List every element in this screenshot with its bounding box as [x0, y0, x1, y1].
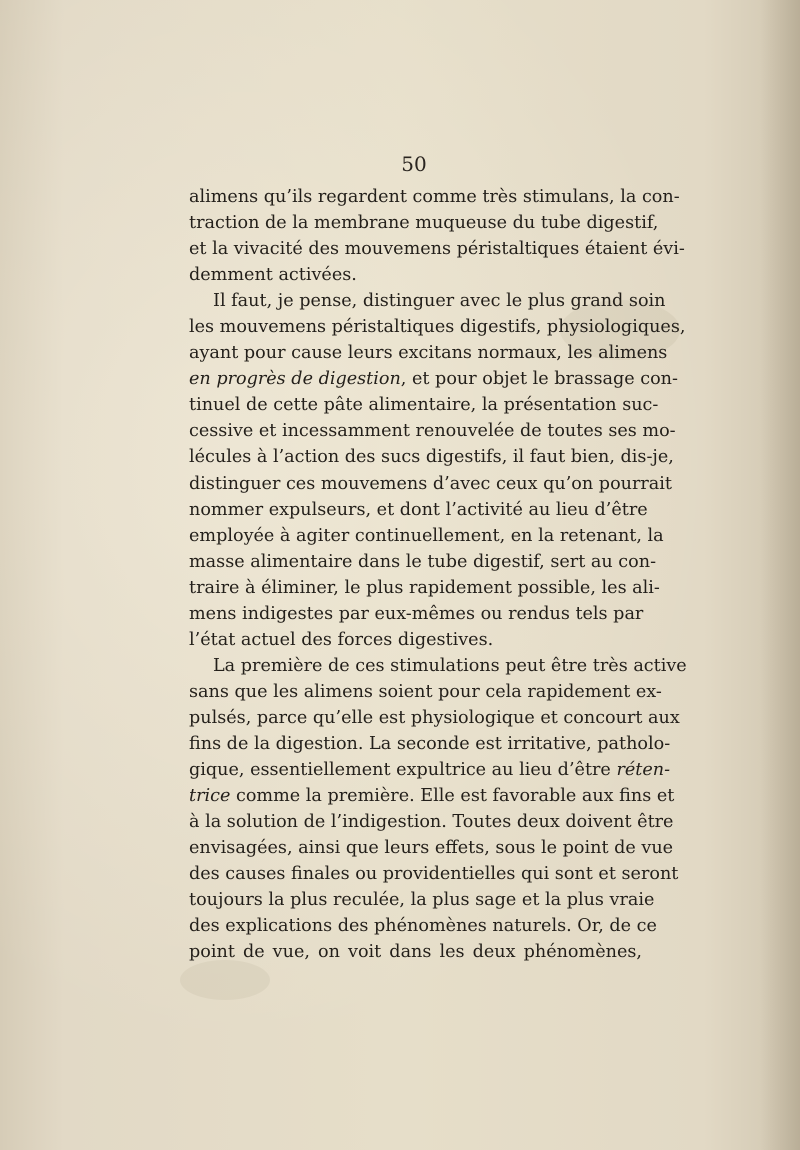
italic-text: en progrès de digestion — [189, 369, 401, 390]
paper-stain — [180, 960, 270, 1000]
text-line: traire à éliminer, le plus rapidement possible, les ali- — [189, 577, 660, 598]
text-line: cessive et incessamment renouvelée de toutes ses mo- — [189, 421, 676, 442]
text-line — [189, 366, 678, 392]
text-line: employée à agiter continuellement, en la retenant, la — [189, 525, 664, 546]
text-line: masse alimentaire dans le tube digestif, sert au con- — [189, 551, 657, 572]
page-number: 50 — [401, 152, 427, 176]
italic-text: réten- — [616, 760, 671, 781]
text-segment: gique, essentiellement expultrice au lieu d’être — [189, 760, 617, 781]
text-line: point de vue, on voit dans les deux phénomènes, — [189, 942, 642, 963]
text-line: nommer expulseurs, et dont l’activité au lieu d’être — [189, 499, 648, 520]
text-line: lécules à l’action des sucs digestifs, il faut bien, dis-je, — [189, 447, 674, 468]
text-line: l’état actuel des forces digestives. — [189, 629, 494, 650]
text-line: Il faut, je pense, distinguer avec le plus grand soin — [213, 291, 666, 312]
text-line: mens indigestes par eux-mêmes ou rendus tels par — [189, 603, 644, 624]
text-line: des explications des phénomènes naturels. Or, de ce — [189, 916, 657, 937]
text-line: La première de ces stimulations peut être très active — [213, 655, 687, 676]
text-line: envisagées, ainsi que leurs effets, sous le point de vue — [189, 838, 674, 859]
text-segment: , et pour objet le brassage con- — [400, 369, 678, 390]
text-line: à la solution de l’indigestion. Toutes deux doivent être — [189, 812, 674, 833]
text-line: et la vivacité des mouvemens péristaltiques étaient évi- — [189, 239, 685, 260]
body-text — [189, 184, 687, 965]
text-line: demment activées. — [189, 265, 357, 286]
text-line: ayant pour cause leurs excitans normaux, les alimens — [189, 343, 668, 364]
italic-text: trice — [189, 786, 231, 807]
text-line: toujours la plus reculée, la plus sage et la plus vraie — [189, 890, 655, 911]
text-line: traction de la membrane muqueuse du tube digestif, — [189, 213, 659, 234]
text-line: fins de la digestion. La seconde est irritative, patholo- — [189, 733, 671, 754]
text-line: sans que les alimens soient pour cela rapidement ex- — [189, 681, 662, 702]
text-segment: comme la première. Elle est favorable aux fins et — [230, 786, 675, 807]
text-line — [189, 757, 671, 783]
text-line: des causes finales ou providentielles qui sont et seront — [189, 864, 679, 885]
text-line: alimens qu’ils regardent comme très stimulans, la con- — [189, 187, 680, 207]
text-line: les mouvemens péristaltiques digestifs, physiologiques, — [189, 317, 686, 338]
text-line: pulsés, parce qu’elle est physiologique et concourt aux — [189, 707, 680, 728]
text-line: distinguer ces mouvemens d’avec ceux qu’on pourrait — [189, 473, 672, 494]
text-line — [189, 783, 675, 809]
text-line: tinuel de cette pâte alimentaire, la présentation suc- — [189, 395, 659, 416]
